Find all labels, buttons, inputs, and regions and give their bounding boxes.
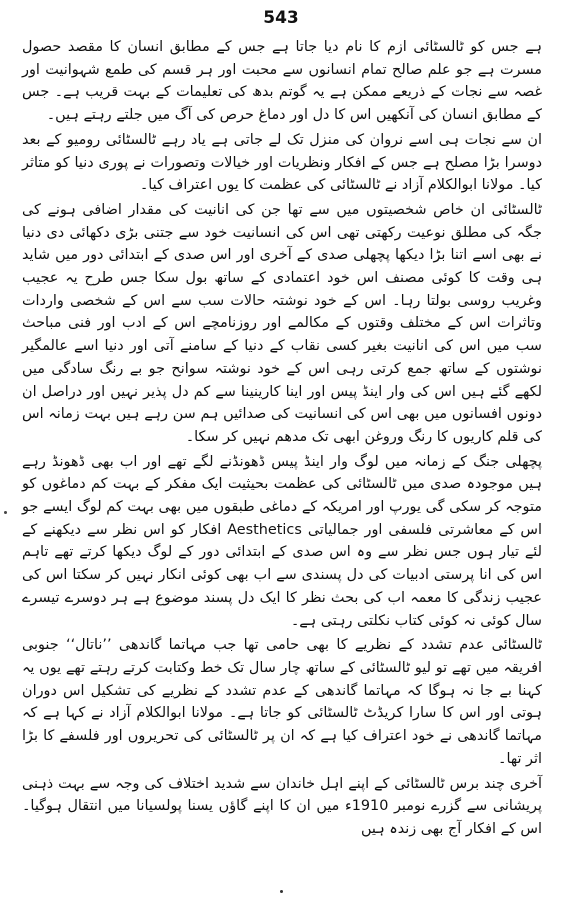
page-body [22,36,542,843]
paragraph-nonviolence: ٹالسٹائی عدم تشدد کے نظریے کا بھی حامی تھا جب مہاتما گاندھی ’’ناتال‘‘ جنوبی افریقہ میں تھے تو لیو ٹالسٹائی کے ساتھ چار سال تک خط وکتابت کرتے رہتے تھے یوں یہ کہنا بے جا نہ ہوگا کہ مہاتما گاندھی کے عدم تشدد کے نظریے کی تشکیل اس دوران ہوتی اور اس کا سارا کریڈٹ ٹالسٹائی کو جاتا ہے۔ مولانا ابوالکلام آزاد نے کہا ہے کہ مہاتما گاندھی نے خود اعتراف کیا ہے کہ ان پر ٹالسٹائی کی تحریروں اور فلسفے کا بڑا اثر تھا۔ [22,637,542,767]
paragraph-nirvana: ان سے نجات ہی اسے نروان کی منزل تک لے جاتی ہے یاد رہے ٹالسٹائی رومیو کے بعد دوسرا بڑا مصلح ہے جس کے افکار ونظریات اور خیالات وتصورات نے پوری دنیا کو متاثر کیا۔ مولانا ابوالکلام آزاد نے ٹالسٹائی کی عظمت کا یوں اعتراف کیا۔ [22,131,542,194]
paragraph-tolstoyism: ہے جس کو ٹالسٹائی ازم کا نام دیا جاتا ہے جس کے مطابق انسان کا مقصد حصول مسرت ہے جو علم صالح تمام انسانوں سے محبت اور ہر قسم کی طمع شہوانیت اور غصہ سے نجات کے ذریعے ممکن ہے یہ گوتم بدھ کی تعلیمات کے بہت قریب ہے۔ جس کے مطابق انسان کی آنکھیں اس کا دل اور دماغ حرص کی آگ میں جلتے رہتے ہیں۔ [22,39,542,124]
paragraph-war-and-peace: پچھلی جنگ کے زمانہ میں لوگ وار اینڈ پیس ڈھونڈنے لگے تھے اور اب بھی ڈھونڈ رہے ہیں موجودہ صدی میں ٹالسٹائی کی عظمت بحیثیت ایک مفکر کے بہت کم دماغوں کو متوجہ کر سکی گی یورپ اور امریکہ کے دماغی طبقوں میں بھی بہت کم لوگ ایسے جو اس کے معاشرتی فلسفی اور جمالیاتی Aesthetics افکار کو اس نظر سے دیکھنے کے لئے تیار ہوں جس نظر سے وہ اس صدی کے ابتدائی دور کے لوگ دیکھا کرتے تھے تاہم اس کی انا پرستی ادبیات کی دل پسندی سے اب بھی کوئی انکار نہیں کر سکتا اس کی عجیب زندگی کا معمہ اب کی بحث نظر کا ایک دل پسند موضوع ہے ہر دوسرے تیسرے سال کوئی نہ کوئی کتاب نکلتی رہتی ہے۔ [22,453,542,629]
paragraph-final-years: آخری چند برس ٹالسٹائی کے اپنے اہل خاندان سے شدید اختلاف کی وجہ سے بہت ذہنی پریشانی سے گزرے نومبر 1910ء میں ان کا اپنے گاؤں یسنا پولسیانا میں انتقال ہوگیا۔ اس کے افکار آج بھی زندہ ہیں [22,775,542,837]
paragraph-azad-quote: ٹالسٹائی ان خاص شخصیتوں میں سے تھا جن کی انانیت کی مقدار اضافی ہونے کی جگہ کی مطلق نوعیت رکھتی تھی اس کی انسانیت خود سے جتنی بڑی دکھائی دی دنیا نے بھی اسے اتنا بڑا دیکھا پچھلی صدی کے آخری اور اس صدی کے ابتدائی دور میں شاید ہی وقت کا کوئی مصنف اس خود اعتمادی کے ساتھ بول سکا جس طرح یہ عجیب وغریب روسی بولتا رہا۔ اس کے خود نوشتہ حالات سب سے اس کے شخصی واردات وتاثرات اس کے مختلف وقتوں کے مکالمے اور روزنامچے اس کے ادب اور فنی مباحث سب میں اس کی انانیت بغیر کسی نقاب کے دنیا کے سامنے آتی اور دنیا اسے عالمگیر نوشتوں کے ساتھ جمع کرتی رہی اس کے خود نوشتہ سوانح جو بے رنگ سادگی میں لکھے گئے ہیں اس کی وار اینڈ پیس اور اینا کارینینا سے کم دل پذیر نہیں اور دراصل ان دونوں افسانوں میں بھی اس کی انسانیت کی صدائیں ہم سن رہے ہیں بہت زمانہ اس کی قلم کاریوں کا رنگ وروغن ابھی تک مدھم نہیں کر سکا۔ [22,201,542,445]
page-number: 543 [263,8,299,28]
footer-dot [280,890,283,893]
margin-speck [4,511,7,514]
